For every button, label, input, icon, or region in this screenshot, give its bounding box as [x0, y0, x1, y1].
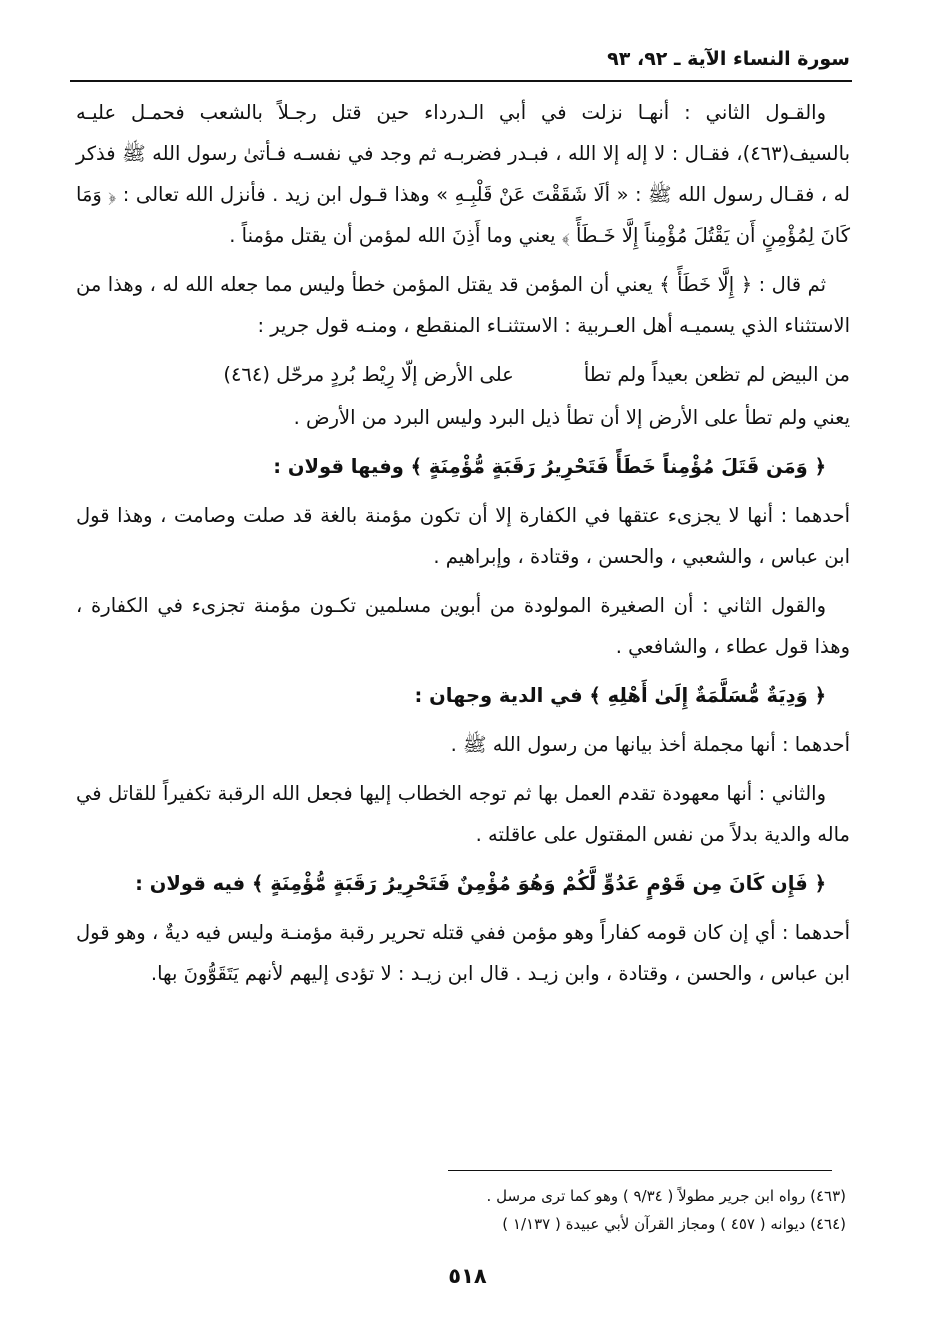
running-header: سورة النساء الآية ـ ٩٢، ٩٣: [607, 48, 850, 70]
quran-verse-tahrir-raqaba: ﴿ وَمَن قَتَلَ مُؤْمِناً خَطَأً فَتَحْرِيرُ رَقَبَةٍ مُّؤْمِنَةٍ ﴾ وفيها قولان :: [273, 455, 826, 478]
paragraph-diya-first: أحدهما : أنها مجملة أخذ بيانها من رسول الله ﷺ .: [450, 733, 850, 756]
paragraph-abu-darda-revelation: والقـول الثاني : أنهـا نزلت في أبي الـدرداء حين قتل رجـلاً بالشعب فحمـل عليـه بالسيف(٤٦٣)، فقـال : لا إله إلا الله ، فبـدر فضربـه ثم وجد في نفسـه فـأتىٰ رسول الله ﷺ فذكر له ، فقـال رسول الله ﷺ : « ألَا شَقَقْتَ عَنْ قَلْبِـهِ » وهذا قـول ابن زيد . فأنزل الله تعالى : ﴿ وَمَا كَانَ لِمُؤْمِنٍ أَن يَقْتُلَ مُؤْمِناً إِلَّا خَـطَأً ﴾ يعني وما أَذِنَ الله لمؤمن أن يقتل مؤمناً .: [76, 101, 850, 247]
poem-hemistich-first: من البيض لم تظعن بعيداً ولم تطأ: [583, 363, 850, 386]
paragraph-first-opinion: أحدهما : أنها لا يجزىء عتقها في الكفارة إلا أن تكون مؤمنة بالغة قد صلت وصامت ، وهذا قول ابن عباس ، والشعبي ، والحسن ، وقتادة ، وإبراهيم .: [76, 504, 850, 568]
poem-verse: [76, 354, 850, 395]
footnotes: [76, 1182, 846, 1238]
page-number: ٥١٨: [448, 1264, 487, 1288]
quran-verse-enemy-people: ﴿ فَإِن كَانَ مِن قَوْمٍ عَدُوٍّ لَّكُمْ وَهُوَ مُؤْمِنٌ فَتَحْرِيرُ رَقَبَةٍ مُّؤْمِنَةٍ ﴾ فيه قولان :: [135, 872, 826, 895]
poem-line: [76, 354, 850, 395]
poem-hemistich-second: على الأرض إلّا رِيْط بُردٍ مرحّل (٤٦٤): [223, 363, 514, 386]
footnote-464: (٤٦٤) ديوانه ( ٤٥٧ ) ومجاز القرآن لأبي عبيدة ( ١/١٣٧ ): [502, 1215, 846, 1233]
paragraph-poem-explanation: يعني ولم تطأ على الأرض إلا أن تطأ ذيل البرد وليس البرد من الأرض .: [293, 406, 850, 429]
quran-verse-diya: ﴿ وَدِيَةٌ مُّسَلَّمَةٌ إِلَىٰ أَهْلِهِ ﴾ في الدية وجهان :: [414, 684, 826, 707]
footnote-divider: [448, 1170, 832, 1171]
paragraph-second-opinion: والقول الثاني : أن الصغيرة المولودة من أبوين مسلمين تكـون مؤمنة تجزىء في الكفارة ، وهذا قول عطاء ، والشافعي .: [76, 594, 850, 658]
paragraph-diya-second: والثاني : أنها معهودة تقدم العمل بها ثم توجه الخطاب إليها فجعل الله الرقبة تكفيراً للقاتل في ماله والدية بدلاً من نفس المقتول على عاقلته .: [76, 782, 850, 846]
main-text: [76, 92, 850, 1002]
paragraph-enemy-first: أحدهما : أي إن كان قومه كفاراً وهو مؤمن ففي قتله تحرير رقبة مؤمنـة وليس فيه ديةٌ ، وهو قول ابن عباس ، والحسن ، وقتادة ، وابن زيـد . قال ابن زيـد : لا تؤدى إليهم لأنهم يَتَقَوُّونَ بها.: [76, 921, 850, 985]
header-divider: [70, 80, 852, 82]
paragraph-exception-explanation: ثم قال : ﴿ إِلَّا خَطَأً ﴾ يعني أن المؤمن قد يقتل المؤمن خطأ وليس مما جعله الله له ، وهذا من الاستثناء الذي يسميـه أهل العـربية : الاستثنـاء المنقطع ، ومنـه قول جرير :: [76, 273, 850, 337]
footnote-463: (٤٦٣) رواه ابن جرير مطولاً ( ٩/٣٤ ) وهو كما ترى مرسل .: [486, 1187, 846, 1205]
